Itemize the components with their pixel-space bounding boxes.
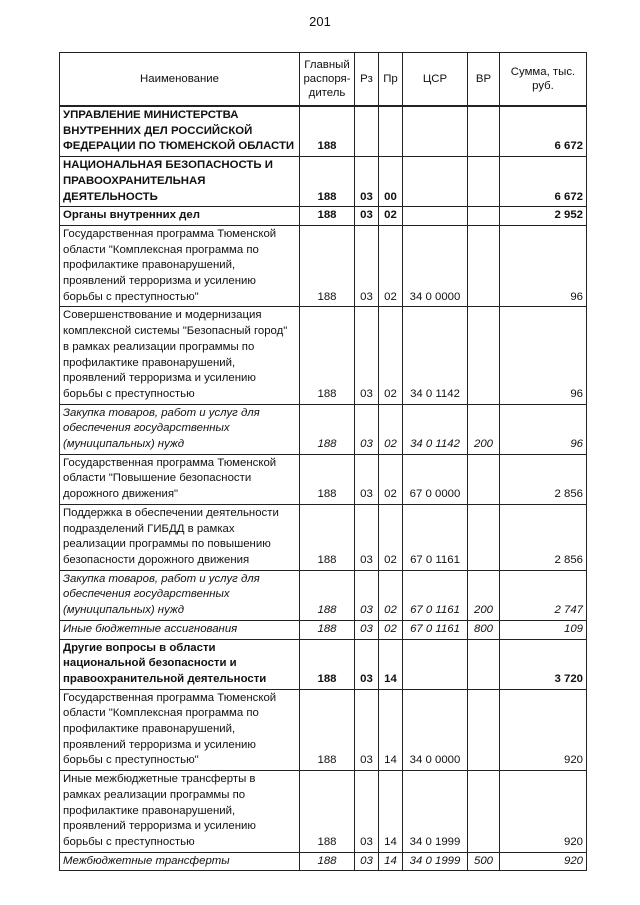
row-sum: 2 856 <box>500 454 587 504</box>
table-row <box>60 570 587 620</box>
row-name: Совершенствование и модернизация комплексной системы "Безопасный город" в рамках реализации программы по профилактике правонарушений, проявлений терроризма и усилению борьбы с преступностью <box>60 307 300 404</box>
row-pr: 00 <box>379 157 403 207</box>
table-row <box>60 157 587 207</box>
row-pr: 02 <box>379 225 403 307</box>
row-name: Государственная программа Тюменской области "Комплексная программа по профилактике правонарушений, проявлений терроризма и усилению борьбы с преступностью" <box>60 689 300 771</box>
row-chief: 188 <box>300 404 355 454</box>
row-vr: 800 <box>468 620 500 639</box>
row-sum: 920 <box>500 771 587 853</box>
page-number: 201 <box>309 14 331 29</box>
table-row <box>60 689 587 771</box>
row-name: НАЦИОНАЛЬНАЯ БЕЗОПАСНОСТЬ И ПРАВООХРАНИТЕЛЬНАЯ ДЕЯТЕЛЬНОСТЬ <box>60 157 300 207</box>
row-chief: 188 <box>300 307 355 404</box>
row-rz: 03 <box>355 570 379 620</box>
header-pr: Пр <box>379 53 403 107</box>
row-chief: 188 <box>300 771 355 853</box>
table-row <box>60 307 587 404</box>
row-name: Органы внутренних дел <box>60 207 300 226</box>
row-rz: 03 <box>355 307 379 404</box>
row-vr <box>468 689 500 771</box>
row-rz: 03 <box>355 639 379 689</box>
row-chief: 188 <box>300 157 355 207</box>
row-csr: 67 0 1161 <box>403 620 468 639</box>
row-chief: 188 <box>300 620 355 639</box>
row-chief: 188 <box>300 504 355 570</box>
row-pr: 02 <box>379 570 403 620</box>
row-name: Иные межбюджетные трансферты в рамках реализации программы по профилактике правонарушений, проявлений терроризма и усилению борьбы с преступностью <box>60 771 300 853</box>
row-pr: 14 <box>379 852 403 871</box>
row-chief: 188 <box>300 852 355 871</box>
row-name: Закупка товаров, работ и услуг для обеспечения государственных (муниципальных) нужд <box>60 404 300 454</box>
table-row <box>60 454 587 504</box>
header-rz: Рз <box>355 53 379 107</box>
header-chief: Главный распоря- дитель <box>300 53 355 107</box>
row-csr: 34 0 0000 <box>403 689 468 771</box>
row-csr: 34 0 1999 <box>403 852 468 871</box>
row-rz: 03 <box>355 771 379 853</box>
row-csr: 34 0 1142 <box>403 404 468 454</box>
row-sum: 96 <box>500 307 587 404</box>
row-chief: 188 <box>300 570 355 620</box>
row-rz: 03 <box>355 157 379 207</box>
header-name: Наименование <box>60 53 300 107</box>
row-sum: 2 747 <box>500 570 587 620</box>
row-rz: 03 <box>355 404 379 454</box>
header-csr: ЦСР <box>403 53 468 107</box>
row-pr: 14 <box>379 771 403 853</box>
row-pr: 02 <box>379 404 403 454</box>
row-vr <box>468 504 500 570</box>
row-chief: 188 <box>300 689 355 771</box>
row-chief: 188 <box>300 207 355 226</box>
row-name: Межбюджетные трансферты <box>60 852 300 871</box>
row-chief: 188 <box>300 639 355 689</box>
row-sum: 2 952 <box>500 207 587 226</box>
row-name: Государственная программа Тюменской области "Комплексная программа по профилактике правонарушений, проявлений терроризма и усилению борьбы с преступностью" <box>60 225 300 307</box>
row-vr: 500 <box>468 852 500 871</box>
row-csr <box>403 106 468 157</box>
row-rz: 03 <box>355 504 379 570</box>
row-csr: 34 0 1999 <box>403 771 468 853</box>
row-sum: 96 <box>500 404 587 454</box>
row-rz: 03 <box>355 225 379 307</box>
table-row <box>60 106 587 157</box>
table-row <box>60 620 587 639</box>
row-pr <box>379 106 403 157</box>
row-sum: 2 856 <box>500 504 587 570</box>
row-sum: 96 <box>500 225 587 307</box>
row-csr: 67 0 1161 <box>403 570 468 620</box>
row-pr: 02 <box>379 454 403 504</box>
row-rz <box>355 106 379 157</box>
row-name: Закупка товаров, работ и услуг для обеспечения государственных (муниципальных) нужд <box>60 570 300 620</box>
row-pr: 14 <box>379 689 403 771</box>
row-vr <box>468 771 500 853</box>
row-name: Другие вопросы в области национальной безопасности и правоохранительной деятельности <box>60 639 300 689</box>
header-vr: ВР <box>468 53 500 107</box>
row-rz: 03 <box>355 620 379 639</box>
row-vr: 200 <box>468 404 500 454</box>
row-sum: 109 <box>500 620 587 639</box>
row-name: Иные бюджетные ассигнования <box>60 620 300 639</box>
row-rz: 03 <box>355 852 379 871</box>
table-row <box>60 504 587 570</box>
row-chief: 188 <box>300 106 355 157</box>
row-vr <box>468 207 500 226</box>
table-row <box>60 404 587 454</box>
row-csr: 67 0 0000 <box>403 454 468 504</box>
row-sum: 6 672 <box>500 106 587 157</box>
row-name: УПРАВЛЕНИЕ МИНИСТЕРСТВА ВНУТРЕННИХ ДЕЛ РОССИЙСКОЙ ФЕДЕРАЦИИ ПО ТЮМЕНСКОЙ ОБЛАСТИ <box>60 106 300 157</box>
row-pr: 02 <box>379 620 403 639</box>
row-vr <box>468 307 500 404</box>
row-vr <box>468 639 500 689</box>
row-pr: 14 <box>379 639 403 689</box>
row-csr: 34 0 1142 <box>403 307 468 404</box>
row-csr <box>403 207 468 226</box>
row-sum: 6 672 <box>500 157 587 207</box>
row-pr: 02 <box>379 307 403 404</box>
row-csr: 34 0 0000 <box>403 225 468 307</box>
row-rz: 03 <box>355 689 379 771</box>
row-vr <box>468 106 500 157</box>
row-name: Государственная программа Тюменской области "Повышение безопасности дорожного движения" <box>60 454 300 504</box>
row-name: Поддержка в обеспечении деятельности подразделений ГИБДД в рамках реализации программы по повышению безопасности дорожного движения <box>60 504 300 570</box>
row-chief: 188 <box>300 225 355 307</box>
row-vr <box>468 225 500 307</box>
row-csr <box>403 639 468 689</box>
table-row <box>60 207 587 226</box>
row-vr <box>468 454 500 504</box>
row-pr: 02 <box>379 207 403 226</box>
row-pr: 02 <box>379 504 403 570</box>
table-row <box>60 639 587 689</box>
table-row <box>60 852 587 871</box>
row-vr: 200 <box>468 570 500 620</box>
table-row <box>60 771 587 853</box>
table-row <box>60 225 587 307</box>
row-rz: 03 <box>355 207 379 226</box>
row-csr: 67 0 1161 <box>403 504 468 570</box>
row-sum: 920 <box>500 689 587 771</box>
row-sum: 3 720 <box>500 639 587 689</box>
table-header-row <box>60 53 587 107</box>
header-sum: Сумма, тыс. руб. <box>500 53 587 107</box>
row-sum: 920 <box>500 852 587 871</box>
budget-table <box>59 52 587 871</box>
row-rz: 03 <box>355 454 379 504</box>
row-csr <box>403 157 468 207</box>
row-chief: 188 <box>300 454 355 504</box>
row-vr <box>468 157 500 207</box>
